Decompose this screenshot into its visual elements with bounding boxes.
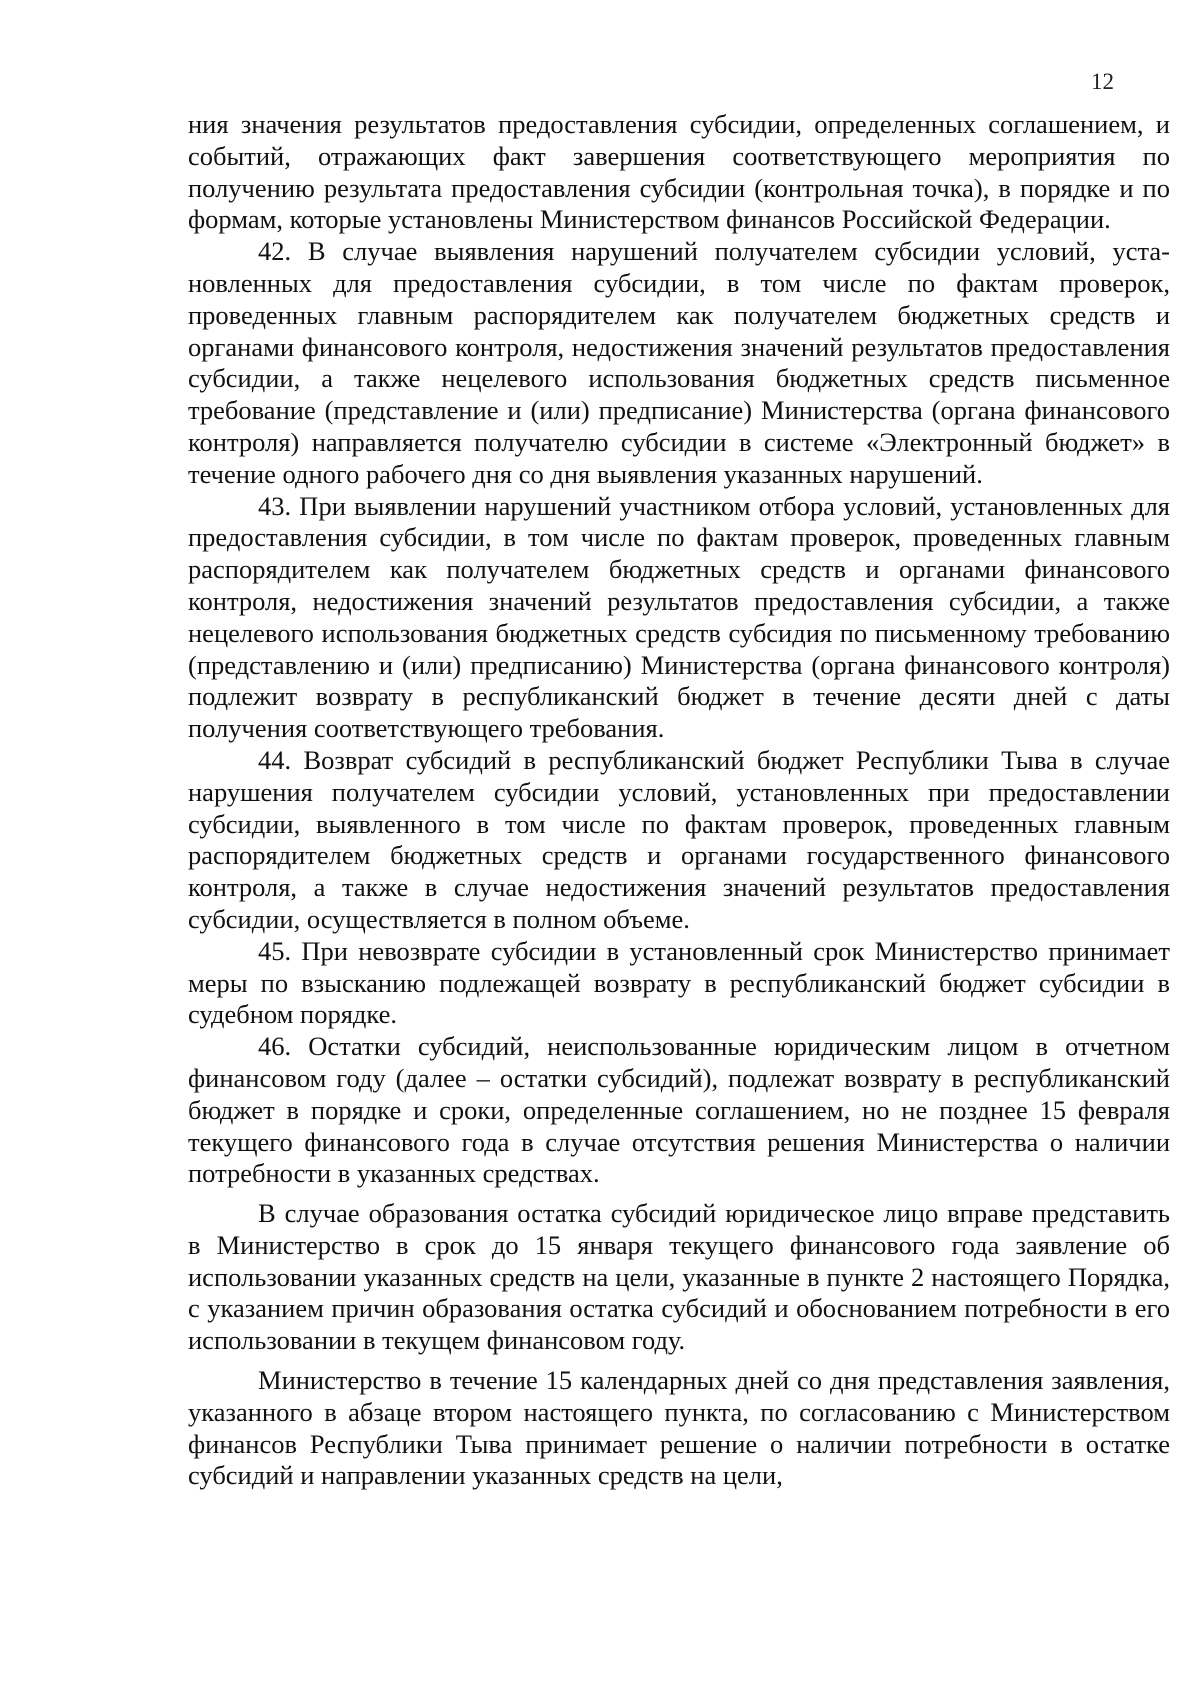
page-number: 12 <box>1091 69 1114 94</box>
paragraph-42: 42. В случае выявления нарушений получателем субсидии условий, установленных для предоставления субсидии, в том числе по фактам проверок, проведенных главным распорядителем как получателем бюджетных средств и органами финансового контроля, недостижения значений результатов предоставления субсидии, а также нецелевого использования бюджетных средств письменное требование (представление и (или) предписание) Министерства (органа финансового контроля) направляется получателю субсидии в системе «Электронный бюджет» в течение одного рабочего дня со дня выявления указанных нарушений. <box>188 236 1170 489</box>
paragraph-43: 43. При выявлении нарушений участником отбора условий, установленных для предоставления субсидии, в том числе по фактам проверок, проведенных главным распорядителем как получателем бюджетных средств и органами финансового контроля, недостижения значений результатов предоставления субсидии, а также нецелевого использования бюджетных средств субсидия по письменному требованию (представлению и (или) предписанию) Министерства (органа финансового контроля) подлежит возврату в республиканский бюджет в течение десяти дней с даты получения соответствующего требования. <box>188 490 1170 744</box>
paragraph-46: 46. Остатки субсидий, неиспользованные юридическим лицом в отчетном финансовом году (далее – остатки субсидий), подлежат возврату в республиканский бюджет в порядке и сроки, определенные соглашением, но не позднее 15 февраля текущего финансового года в случае отсутствия решения Министерства о наличии потребности в указанных средствах. <box>188 1031 1170 1189</box>
paragraph-46-third: Министерство в течение 15 календарных дней со дня представления заявления, указанного в абзаце втором настоящего пункта, по согласованию с Министерством финансов Республики Тыва принимает решение о наличии потребности в остатке субсидий и направлении указанных средств на цели, <box>188 1365 1170 1491</box>
document-body <box>188 109 1170 1492</box>
paragraph-44: 44. Возврат субсидий в республиканский бюджет Республики Тыва в случае нарушения получателем субсидии условий, установленных при предоставлении субсидии, выявленного в том числе по фактам проверок, проведенных главным распорядителем бюджетных средств и органами государственного финансового контроля, а также в случае недостижения значений результатов предоставления субсидии, осуществляется в полном объеме. <box>188 744 1170 934</box>
paragraph-46-second: В случае образования остатка субсидий юридическое лицо вправе представить в Министерство в срок до 15 января текущего финансового года заявление об использовании указанных средств на цели, указанные в пункте 2 настоящего Порядка, с указанием причин образования остатка субсидий и обоснованием потребности в его использовании в текущем финансовом году. <box>188 1198 1170 1356</box>
paragraph-45: 45. При невозврате субсидии в установленный срок Министерство принимает меры по взысканию подлежащей возврату в республиканский бюджет субсидии в судебном порядке. <box>188 935 1170 1030</box>
paragraph-continuation: ния значения результатов предоставления субсидии, определенных соглашением, и событий, отражающих факт завершения соответствующего мероприятия по получению результата предоставления субсидии (контрольная точка), в порядке и по формам, которые установлены Министерством финансов Российской Федерации. <box>188 109 1170 235</box>
